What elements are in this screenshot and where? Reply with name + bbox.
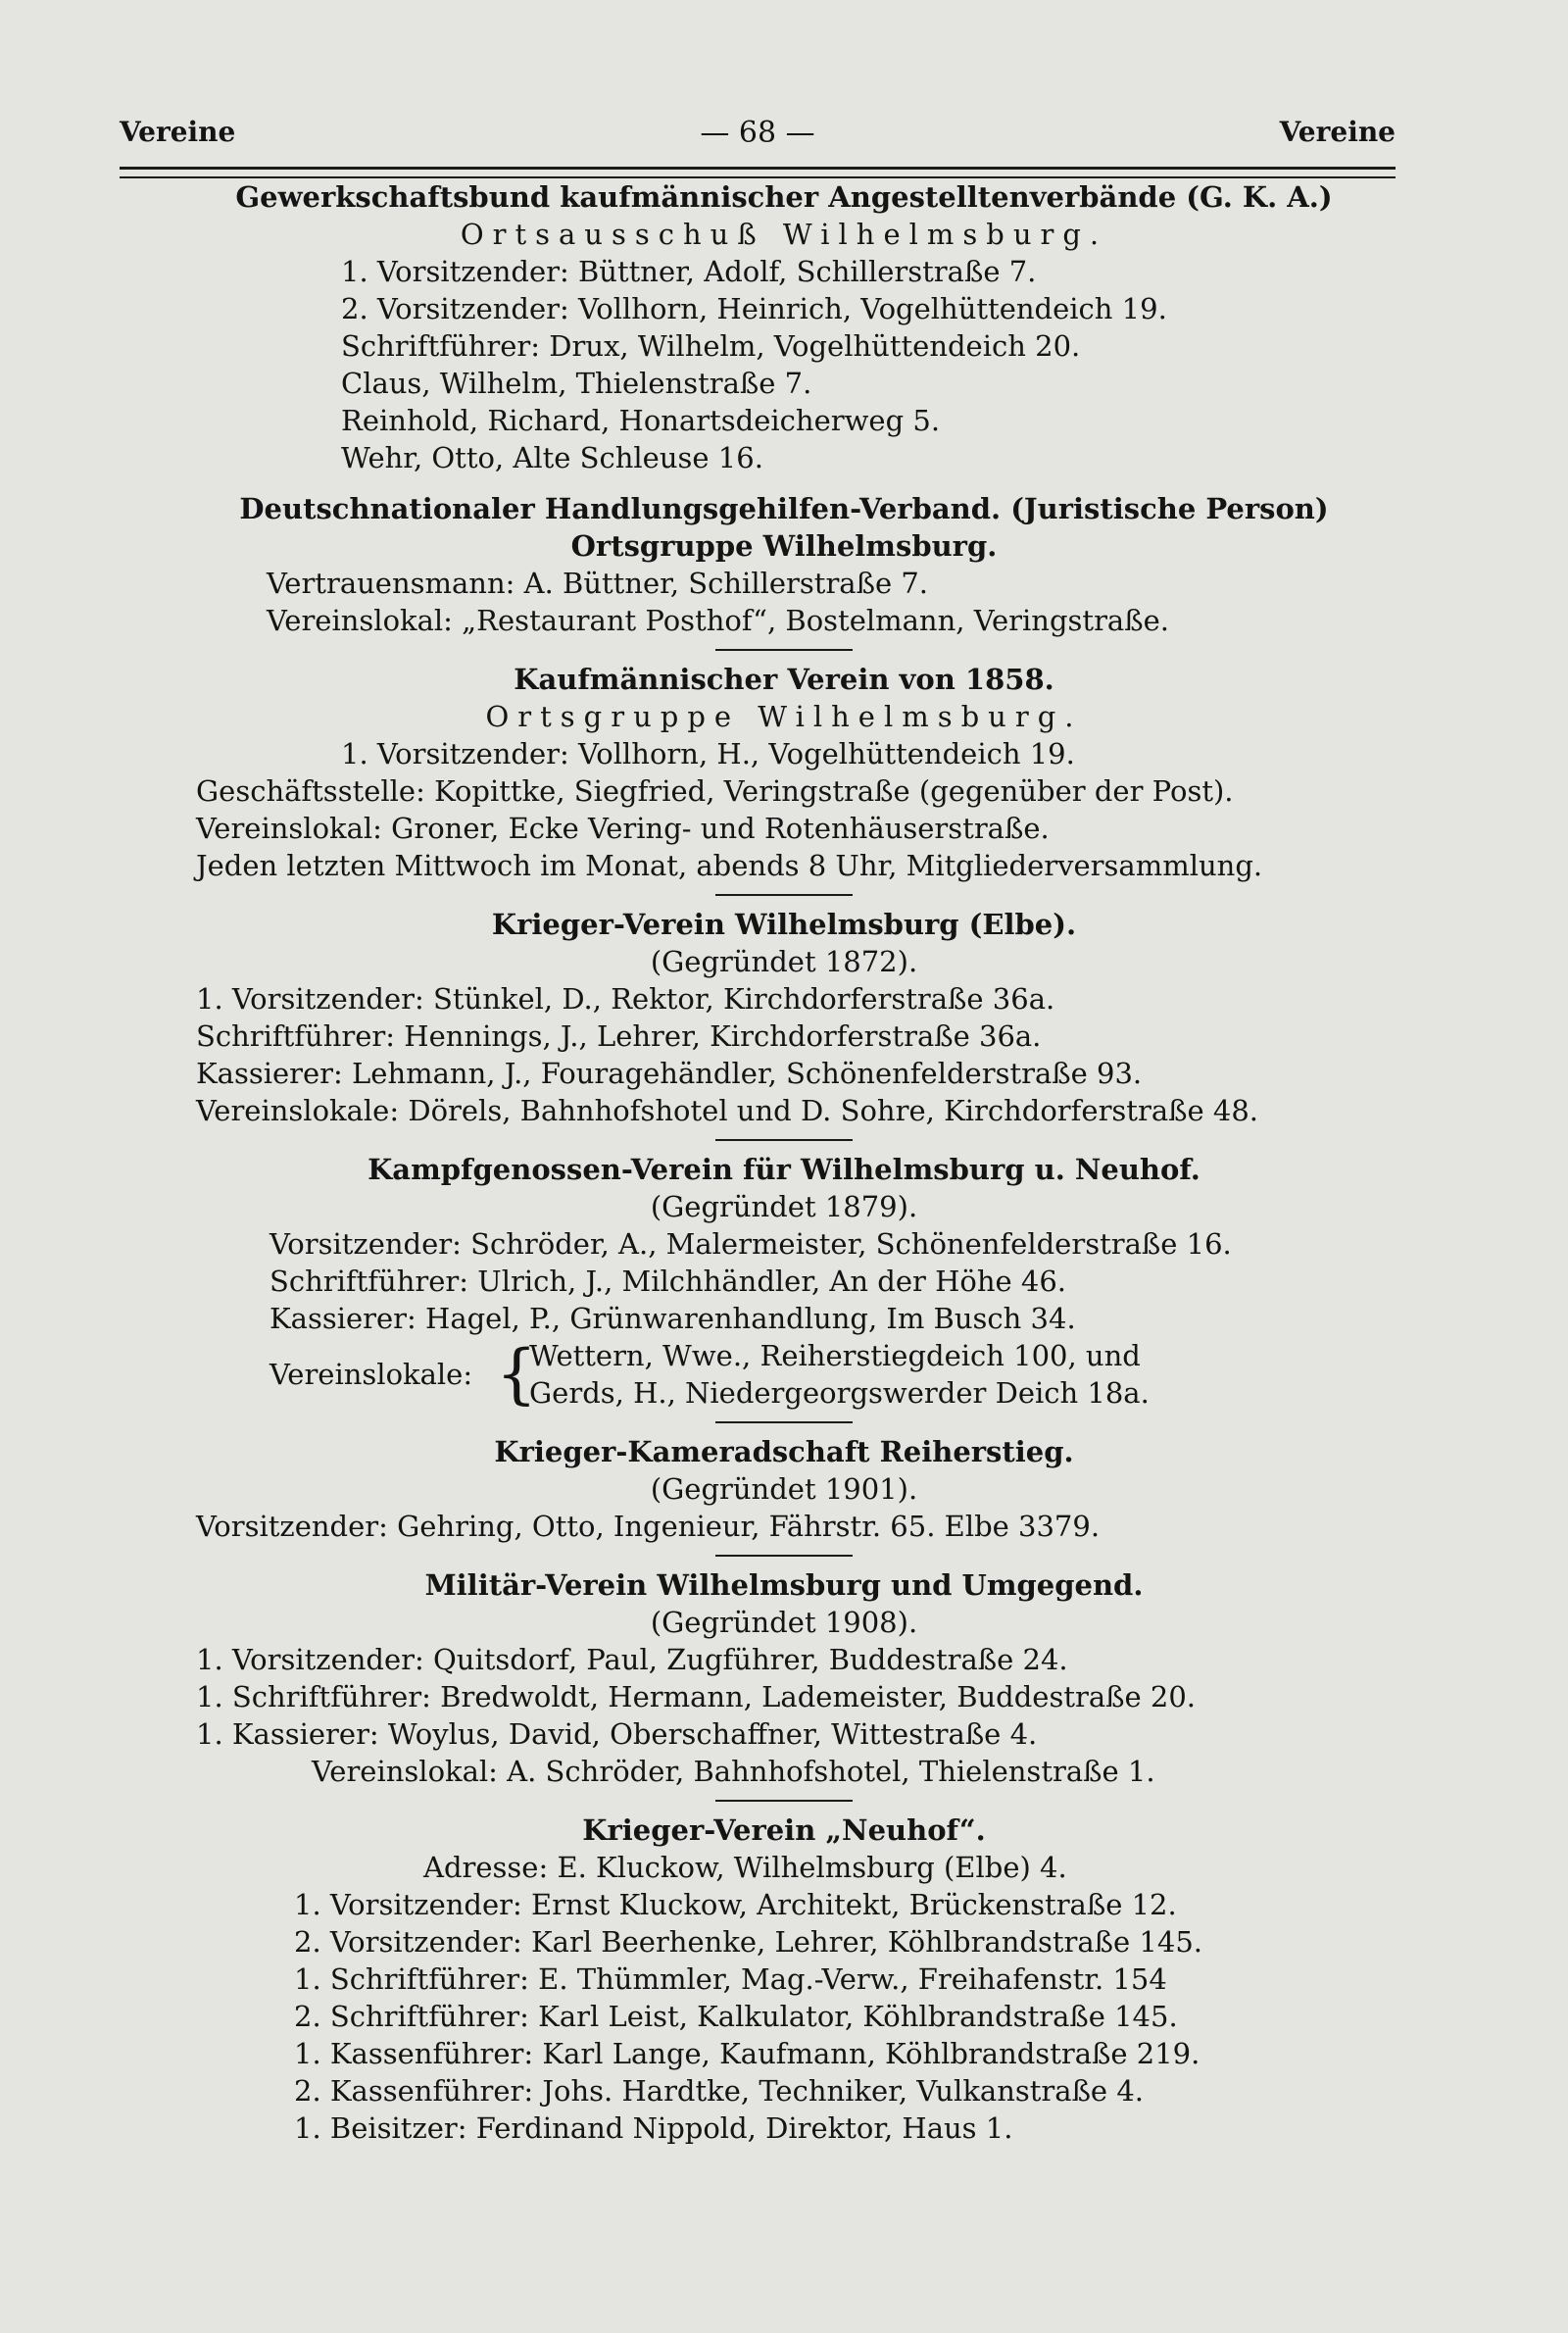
page-body	[0, 178, 1568, 2157]
section-divider	[715, 1555, 853, 1557]
association-title: Krieger-Verein „Neuhof“.	[582, 1813, 986, 1847]
entry-line: 1. Vorsitzender: Ernst Kluckow, Architekt, Brückenstraße 12.	[294, 1888, 1177, 1921]
entry-line: 1. Kassenführer: Karl Lange, Kaufmann, Köhlbrandstraße 219.	[294, 2037, 1200, 2070]
entry-line: 1. Schriftführer: Bredwoldt, Hermann, Lademeister, Buddestraße 20.	[196, 1680, 1197, 1713]
venues-group	[0, 1337, 1568, 1412]
association-entry	[0, 906, 1568, 1129]
section-divider	[715, 1139, 853, 1141]
founding-note: (Gegründet 1879).	[650, 1190, 918, 1223]
association-title: Krieger-Verein Wilhelmsburg (Elbe).	[491, 908, 1077, 941]
entry-line: Adresse: E. Kluckow, Wilhelmsburg (Elbe) 4.	[423, 1851, 1067, 1884]
entry-line: Schriftführer: Hennings, J., Lehrer, Kirchdorferstraße 36a.	[196, 1019, 1042, 1053]
association-title: Kaufmännischer Verein von 1858.	[514, 663, 1054, 696]
association-entry	[0, 490, 1568, 639]
founding-note: (Gegründet 1872).	[650, 945, 918, 978]
venue-line: Gerds, H., Niedergeorgswerder Deich 18a.	[529, 1376, 1150, 1410]
entry-line: 2. Vorsitzender: Vollhorn, Heinrich, Vogelhüttendeich 19.	[341, 292, 1167, 325]
entry-line: 1. Vorsitzender: Vollhorn, H., Vogelhüttendeich 19.	[341, 737, 1075, 770]
entry-line: Kassierer: Hagel, P., Grünwarenhandlung, Im Busch 34.	[270, 1302, 1076, 1335]
page-number: — 68 —	[700, 116, 815, 150]
entry-line: Reinhold, Richard, Honartsdeicherweg 5.	[341, 404, 941, 437]
association-title: Gewerkschaftsbund kaufmännischer Angestelltenverbände (G. K. A.)	[235, 180, 1333, 214]
entry-line: Vereinslokal: A. Schröder, Bahnhofshotel, Thielenstraße 1.	[312, 1755, 1155, 1788]
entry-line: Vorsitzender: Schröder, A., Malermeister, Schönenfelderstraße 16.	[270, 1227, 1232, 1261]
running-head-left: Vereine	[120, 116, 236, 148]
entry-line: Jeden letzten Mittwoch im Monat, abends 8 Uhr, Mitgliederversammlung.	[196, 849, 1263, 882]
entry-line: 1. Schriftführer: E. Thümmler, Mag.-Verw., Freihafenstr. 154	[294, 1962, 1167, 1996]
section-divider	[715, 1421, 853, 1423]
entry-line: 1. Vorsitzender: Quitsdorf, Paul, Zugführer, Buddestraße 24.	[196, 1643, 1068, 1676]
entry-line: 2. Vorsitzender: Karl Beerhenke, Lehrer, Köhlbrandstraße 145.	[294, 1925, 1202, 1959]
entry-line: 1. Vorsitzender: Büttner, Adolf, Schillerstraße 7.	[341, 255, 1037, 288]
association-title: Krieger-Kameradschaft Reiherstieg.	[494, 1435, 1074, 1468]
section-divider	[715, 1800, 853, 1802]
association-subtitle: Ortsausschuß Wilhelmsburg.	[460, 218, 1108, 251]
entry-line: Vorsitzender: Gehring, Otto, Ingenieur, Fährstr. 65. Elbe 3379.	[196, 1510, 1101, 1543]
venues-label: Vereinslokale:	[270, 1358, 473, 1391]
entry-line: Vereinslokale: Dörels, Bahnhofshotel und D. Sohre, Kirchdorferstraße 48.	[196, 1094, 1258, 1127]
association-entry	[0, 1566, 1568, 1790]
entry-line: Vertrauensmann: A. Büttner, Schillerstraße 7.	[267, 567, 929, 600]
running-head-right: Vereine	[1279, 116, 1396, 148]
section-divider	[715, 894, 853, 896]
entry-line: Wehr, Otto, Alte Schleuse 16.	[341, 441, 763, 474]
founding-note: (Gegründet 1901).	[650, 1472, 918, 1506]
venues-list	[529, 1337, 1150, 1412]
founding-note: (Gegründet 1908).	[650, 1606, 918, 1639]
page-header	[120, 116, 1396, 161]
header-rule	[120, 167, 1396, 178]
entry-line: 2. Kassenführer: Johs. Hardtke, Techniker, Vulkanstraße 4.	[294, 2074, 1144, 2108]
entry-line: Schriftführer: Ulrich, J., Milchhändler, An der Höhe 46.	[270, 1265, 1067, 1298]
entry-line: 1. Beisitzer: Ferdinand Nippold, Direktor, Haus 1.	[294, 2111, 1013, 2145]
venue-line: Wettern, Wwe., Reiherstiegdeich 100, und	[529, 1339, 1141, 1372]
association-entry	[0, 178, 1568, 476]
association-subtitle: Ortsgruppe Wilhelmsburg.	[485, 700, 1083, 733]
association-entry	[0, 1812, 1568, 2147]
association-entry	[0, 1151, 1568, 1412]
entry-line: Vereinslokal: „Restaurant Posthof“, Bostelmann, Veringstraße.	[267, 604, 1169, 637]
association-subtitle: Ortsgruppe Wilhelmsburg.	[570, 529, 998, 563]
entry-line: 2. Schriftführer: Karl Leist, Kalkulator, Köhlbrandstraße 145.	[294, 2000, 1178, 2033]
brace-symbol: {	[496, 1336, 537, 1412]
entry-line: Kassierer: Lehmann, J., Fouragehändler, Schönenfelderstraße 93.	[196, 1057, 1143, 1090]
association-title: Militär-Verein Wilhelmsburg und Umgegend.	[424, 1568, 1144, 1602]
entry-line: Vereinslokal: Groner, Ecke Vering- und Rotenhäuserstraße.	[196, 812, 1050, 845]
entry-line: Schriftführer: Drux, Wilhelm, Vogelhüttendeich 20.	[341, 329, 1081, 363]
association-entry	[0, 661, 1568, 884]
section-divider	[715, 649, 853, 651]
association-title: Kampfgenossen-Verein für Wilhelmsburg u. Neuhof.	[368, 1153, 1200, 1186]
entry-line: Geschäftsstelle: Kopittke, Siegfried, Veringstraße (gegenüber der Post).	[196, 774, 1234, 808]
association-entry	[0, 1433, 1568, 1545]
association-title: Deutschnationaler Handlungsgehilfen-Verband. (Juristische Person)	[239, 492, 1329, 525]
entry-line: 1. Kassierer: Woylus, David, Oberschaffner, Wittestraße 4.	[196, 1717, 1038, 1751]
entry-line: 1. Vorsitzender: Stünkel, D., Rektor, Kirchdorferstraße 36a.	[196, 982, 1055, 1016]
entry-line: Claus, Wilhelm, Thielenstraße 7.	[341, 367, 812, 400]
